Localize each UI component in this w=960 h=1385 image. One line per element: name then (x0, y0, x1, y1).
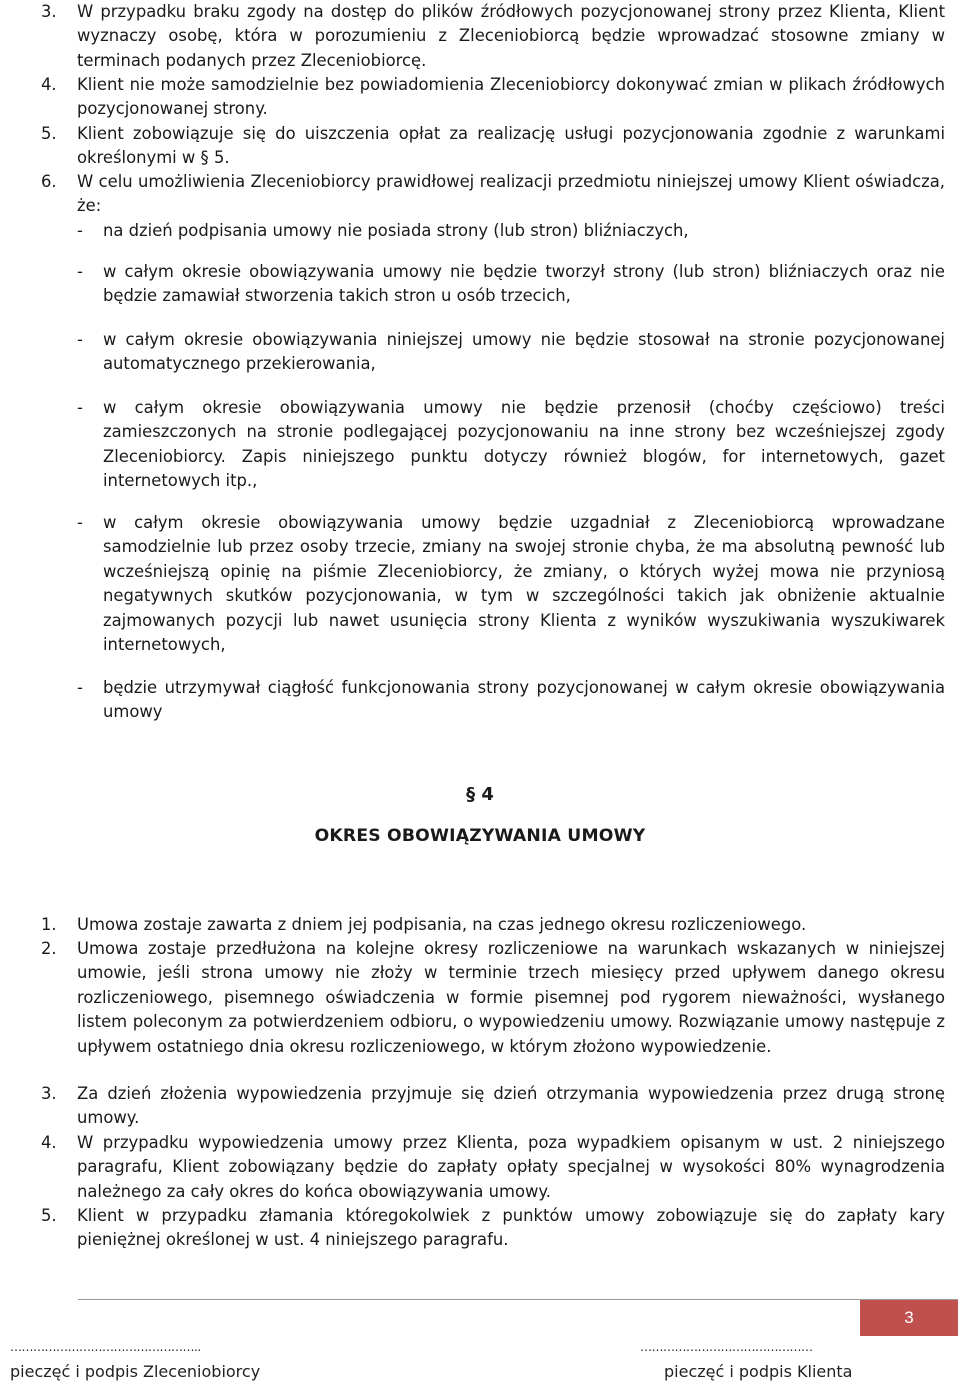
declaration-text: będzie utrzymywał ciągłość funkcjonowania strony pozycjonowanej w całym okresie obowiązywania umowy (103, 678, 945, 722)
dash-bullet: - (77, 221, 83, 240)
clause-number: 6. (41, 172, 57, 191)
declaration-text: w całym okresie obowiązywania umowy nie będzie przenosił (choćby częściowo) treści zamieszczonych na stronie podlegającej pozycjonowaniu na inne strony bez wcześniejszej zgody Zleceniobiorcy. Zapis niniejszego punktu dotyczy również blogów, for internetowych, gazet internetowych itp., (103, 398, 945, 491)
client-signature-label: pieczęć i podpis Klienta (664, 1362, 853, 1381)
clause-text: W celu umożliwienia Zleceniobiorcy prawidłowej realizacji przedmiotu niniejszej umowy Klient oświadcza, że: (77, 172, 945, 216)
term-text: W przypadku wypowiedzenia umowy przez Klienta, poza wypadkiem opisanym w ust. 2 niniejszego paragrafu, Klient zobowiązany będzie do zapłaty opłaty specjalnej w wysokości 80% wynagrodzenia należnego za cały okres do końca obowiązywania umowy. (77, 1133, 945, 1201)
term-5 (41, 1204, 945, 1253)
clause-number: 3. (41, 2, 57, 21)
clause-text: Klient zobowiązuje się do uiszczenia opłat za realizację usługi pozycjonowania zgodnie z warunkami określonymi w § 5. (77, 124, 945, 168)
signature-line-right: ……………………………………… (640, 1340, 813, 1354)
dash-bullet: - (77, 513, 83, 532)
dash-bullet: - (77, 678, 83, 697)
declaration-item (77, 396, 945, 494)
term-text: Umowa zostaje zawarta z dniem jej podpisania, na czas jednego okresu rozliczeniowego. (77, 915, 807, 934)
term-number: 4. (41, 1133, 57, 1152)
clause-3 (41, 0, 945, 73)
term-1 (41, 913, 945, 937)
declaration-item (77, 219, 945, 243)
term-number: 2. (41, 939, 57, 958)
term-3 (41, 1082, 945, 1131)
declaration-text: w całym okresie obowiązywania niniejszej umowy nie będzie stosował na stronie pozycjonowanej automatycznego przekierowania, (103, 330, 945, 374)
declaration-text: w całym okresie obowiązywania umowy będzie uzgadniał z Zleceniobiorcą wprowadzane samodzielnie lub przez osoby trzecie, zmiany na swojej stronie chyba, że ma absolutną pewność lub wcześniejszą opinię na piśmie Zleceniobiorcy, że zmiany, o których wyżej mowa nie przyniosą negatywnych skutków pozycjonowania, w tym w szczególności takich jak obniżenie aktualnie zajmowanych pozycji lub nawet usunięcia strony Klienta z wyników wyszukiwania wyszukiwarek internetowych, (103, 513, 945, 655)
clause-number: 5. (41, 124, 57, 143)
declaration-item (77, 328, 945, 377)
clause-5 (41, 122, 945, 171)
dash-bullet: - (77, 262, 83, 281)
term-number: 3. (41, 1084, 57, 1103)
section-title: OKRES OBOWIĄZYWANIA UMOWY (314, 826, 646, 846)
declaration-item (77, 676, 945, 725)
clause-number: 4. (41, 75, 57, 94)
declaration-item (77, 260, 945, 309)
term-text: Umowa zostaje przedłużona na kolejne okresy rozliczeniowe na warunkach wskazanych w niniejszej umowie, jeśli strona umowy nie złoży w terminie trzech miesięcy przed upływem danego okresu rozliczeniowego, pisemnego oświadczenia w formie pisemnej pod rygorem nieważności, wysłanego listem poleconym za potwierdzeniem odbioru, o wypowiedzeniu umowy. Rozwiązanie umowy następuje z upływem ostatniego dnia okresu rozliczeniowego, w którym złożono wypowiedzenie. (77, 939, 945, 1056)
footer-divider (78, 1299, 958, 1300)
term-4 (41, 1131, 945, 1204)
clause-4 (41, 73, 945, 122)
clause-text: Klient nie może samodzielnie bez powiadomienia Zleceniobiorcy dokonywać zmian w plikach źródłowych pozycjonowanej strony. (77, 75, 945, 119)
clause-text: W przypadku braku zgody na dostęp do plików źródłowych pozycjonowanej strony przez Klienta, Klient wyznaczy osobę, która w porozumieniu z Zleceniobiorcą będzie wprowadzać stosowne zmiany w terminach podanych przez Zleceniobiorcę. (77, 2, 945, 70)
declaration-item (77, 511, 945, 657)
section-sign: § 4 (466, 784, 494, 805)
term-number: 1. (41, 915, 57, 934)
term-2 (41, 937, 945, 1059)
contractor-signature-label: pieczęć i podpis Zleceniobiorcy (10, 1362, 261, 1381)
signature-line-left: ………………………………………….. (10, 1340, 201, 1354)
page-number-badge: 3 (860, 1300, 958, 1336)
declaration-text: w całym okresie obowiązywania umowy nie będzie tworzył strony (lub stron) bliźniaczych oraz nie będzie zamawiał stworzenia takich stron u osób trzecich, (103, 262, 945, 306)
clause-6 (41, 170, 945, 219)
term-number: 5. (41, 1206, 57, 1225)
term-text: Klient w przypadku złamania któregokolwiek z punktów umowy zobowiązuje się do zapłaty kary pieniężnej określonej w ust. 4 niniejszego paragrafu. (77, 1206, 945, 1250)
term-text: Za dzień złożenia wypowiedzenia przyjmuje się dzień otrzymania wypowiedzenia przez drugą stronę umowy. (77, 1084, 945, 1128)
dash-bullet: - (77, 398, 83, 417)
declaration-text: na dzień podpisania umowy nie posiada strony (lub stron) bliźniaczych, (103, 221, 689, 240)
dash-bullet: - (77, 330, 83, 349)
